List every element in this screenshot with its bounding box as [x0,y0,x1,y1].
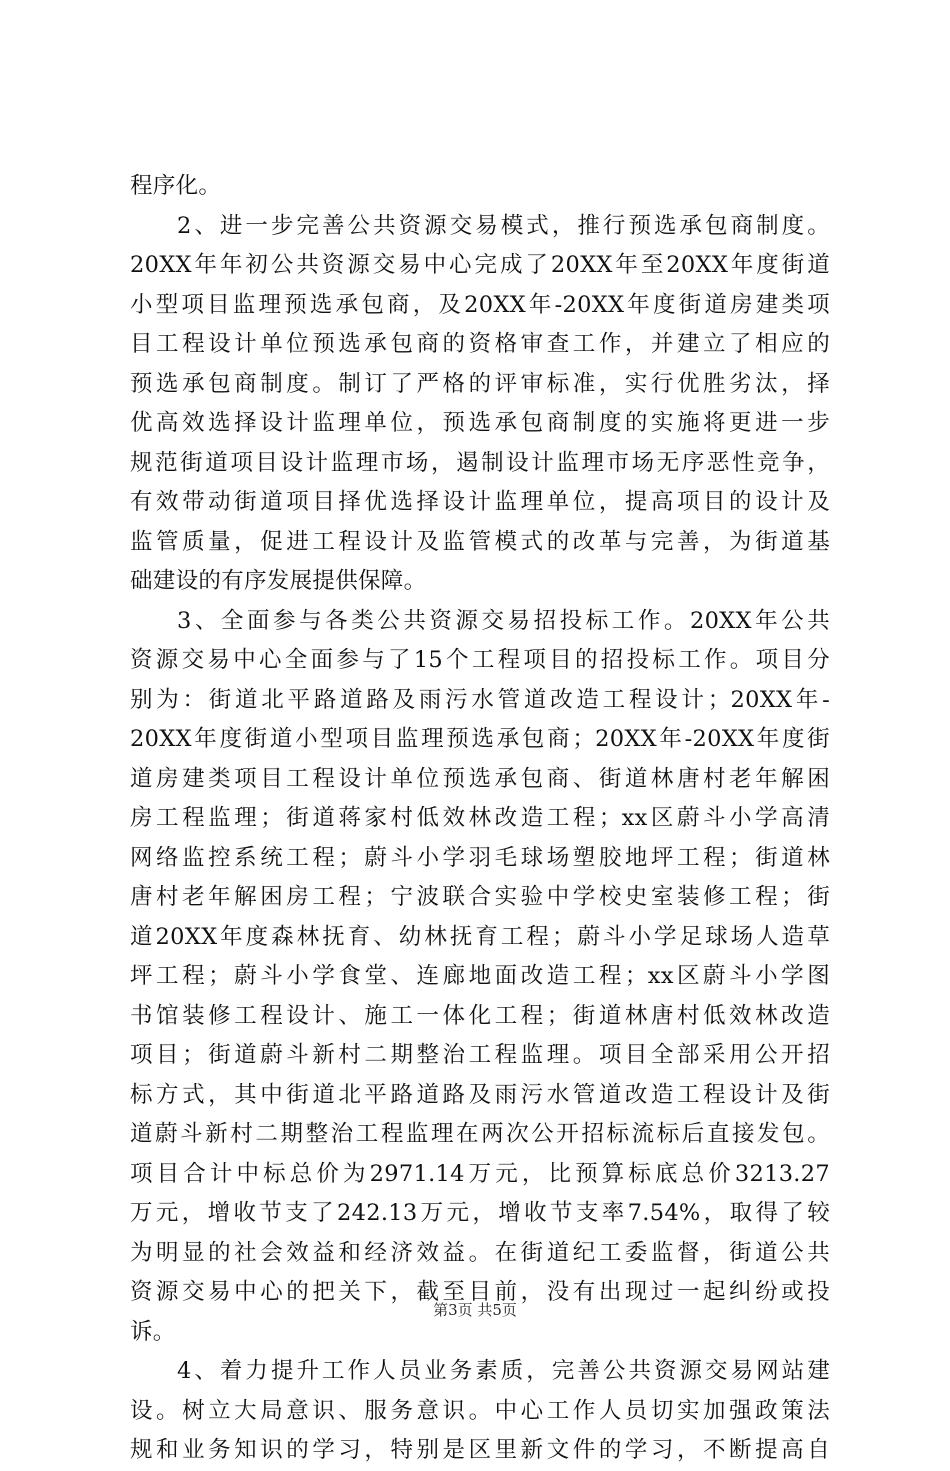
text-line: 万元，增收节支了242.13万元，增收节支率7.54%，取得了较 [130,1200,830,1226]
text-line: 标方式，其中街道北平路道路及雨污水管道改造工程设计及街 [130,1081,830,1108]
text-line: 项目；街道蔚斗新村二期整治工程监理。项目全部采用公开招 [130,1042,830,1068]
text-line: 规范街道项目设计监理市场，遏制设计监理市场无序恶性竞争， [130,449,830,476]
text-line: 项目合计中标总价为2971.14万元，比预算标底总价3213.27 [130,1160,830,1187]
text-line: 目工程设计单位预选承包商的资格审查工作，并建立了相应的 [130,331,830,357]
text-line: 房工程监理；街道蒋家村低效林改造工程；xx区蔚斗小学高清 [130,805,830,831]
text-line: 道蔚斗新村二期整治工程监理在两次公开招标流标后直接发包。 [130,1121,830,1147]
text-line: 资源交易中心的把关下，截至目前，没有出现过一起纠纷或投 [130,1279,830,1305]
text-line: 小型项目监理预选承包商，及20XX年-20XX年度街道房建类项 [130,291,830,318]
text-line: 网络监控系统工程；蔚斗小学羽毛球场塑胶地坪工程；街道林 [130,844,830,871]
text-line: 20XX年度街道小型项目监理预选承包商；20XX年-20XX年度街 [130,726,830,752]
text-line: 为明显的社会效益和经济效益。在街道纪工委监督，街道公共 [130,1239,830,1266]
text-line: 有效带动街道项目择优选择设计监理单位，提高项目的设计及 [130,489,830,515]
text-line: 资源交易中心全面参与了15个工程项目的招投标工作。项目分 [130,647,830,673]
text-line: 2、进一步完善公共资源交易模式，推行预选承包商制度。 [177,212,830,239]
text-line: 唐村老年解困房工程；宁波联合实验中学校史室装修工程；街 [130,884,830,910]
text-line: 预选承包商制度。制订了严格的评审标准，实行优胜劣汰，择 [130,370,830,397]
text-line: 道20XX年度森林抚育、幼林抚育工程；蔚斗小学足球场人造草 [130,923,830,950]
text-line: 规和业务知识的学习，特别是区里新文件的学习，不断提高自 [130,1437,830,1463]
text-line: 3、全面参与各类公共资源交易招投标工作。20XX年公共 [177,607,830,634]
text-line: 优高效选择设计监理单位，预选承包商制度的实施将更进一步 [130,410,830,436]
text-line: 书馆装修工程设计、施工一体化工程；街道林唐村低效林改造 [130,1002,830,1029]
page-footer: 第3页 共5页 [433,1301,517,1319]
text-line: 础建设的有序发展提供保障。 [130,568,427,594]
text-line: 程序化。 [130,173,222,199]
text-line: 设。树立大局意识、服务意识。中心工作人员切实加强政策法 [130,1397,830,1424]
text-line: 坪工程；蔚斗小学食堂、连廊地面改造工程；xx区蔚斗小学图 [130,963,830,989]
text-line: 道房建类项目工程设计单位预选承包商、街道林唐村老年解困 [130,765,830,792]
text-line: 4、着力提升工作人员业务素质，完善公共资源交易网站建 [177,1358,830,1384]
text-line: 诉。 [130,1318,176,1345]
text-line: 监管质量，促进工程设计及监管模式的改革与完善，为街道基 [130,528,830,555]
text-line: 别为：街道北平路道路及雨污水管道改造工程设计；20XX年- [130,686,830,713]
text-line: 20XX年年初公共资源交易中心完成了20XX年至20XX年度街道 [130,252,830,278]
document-body [130,167,830,1471]
